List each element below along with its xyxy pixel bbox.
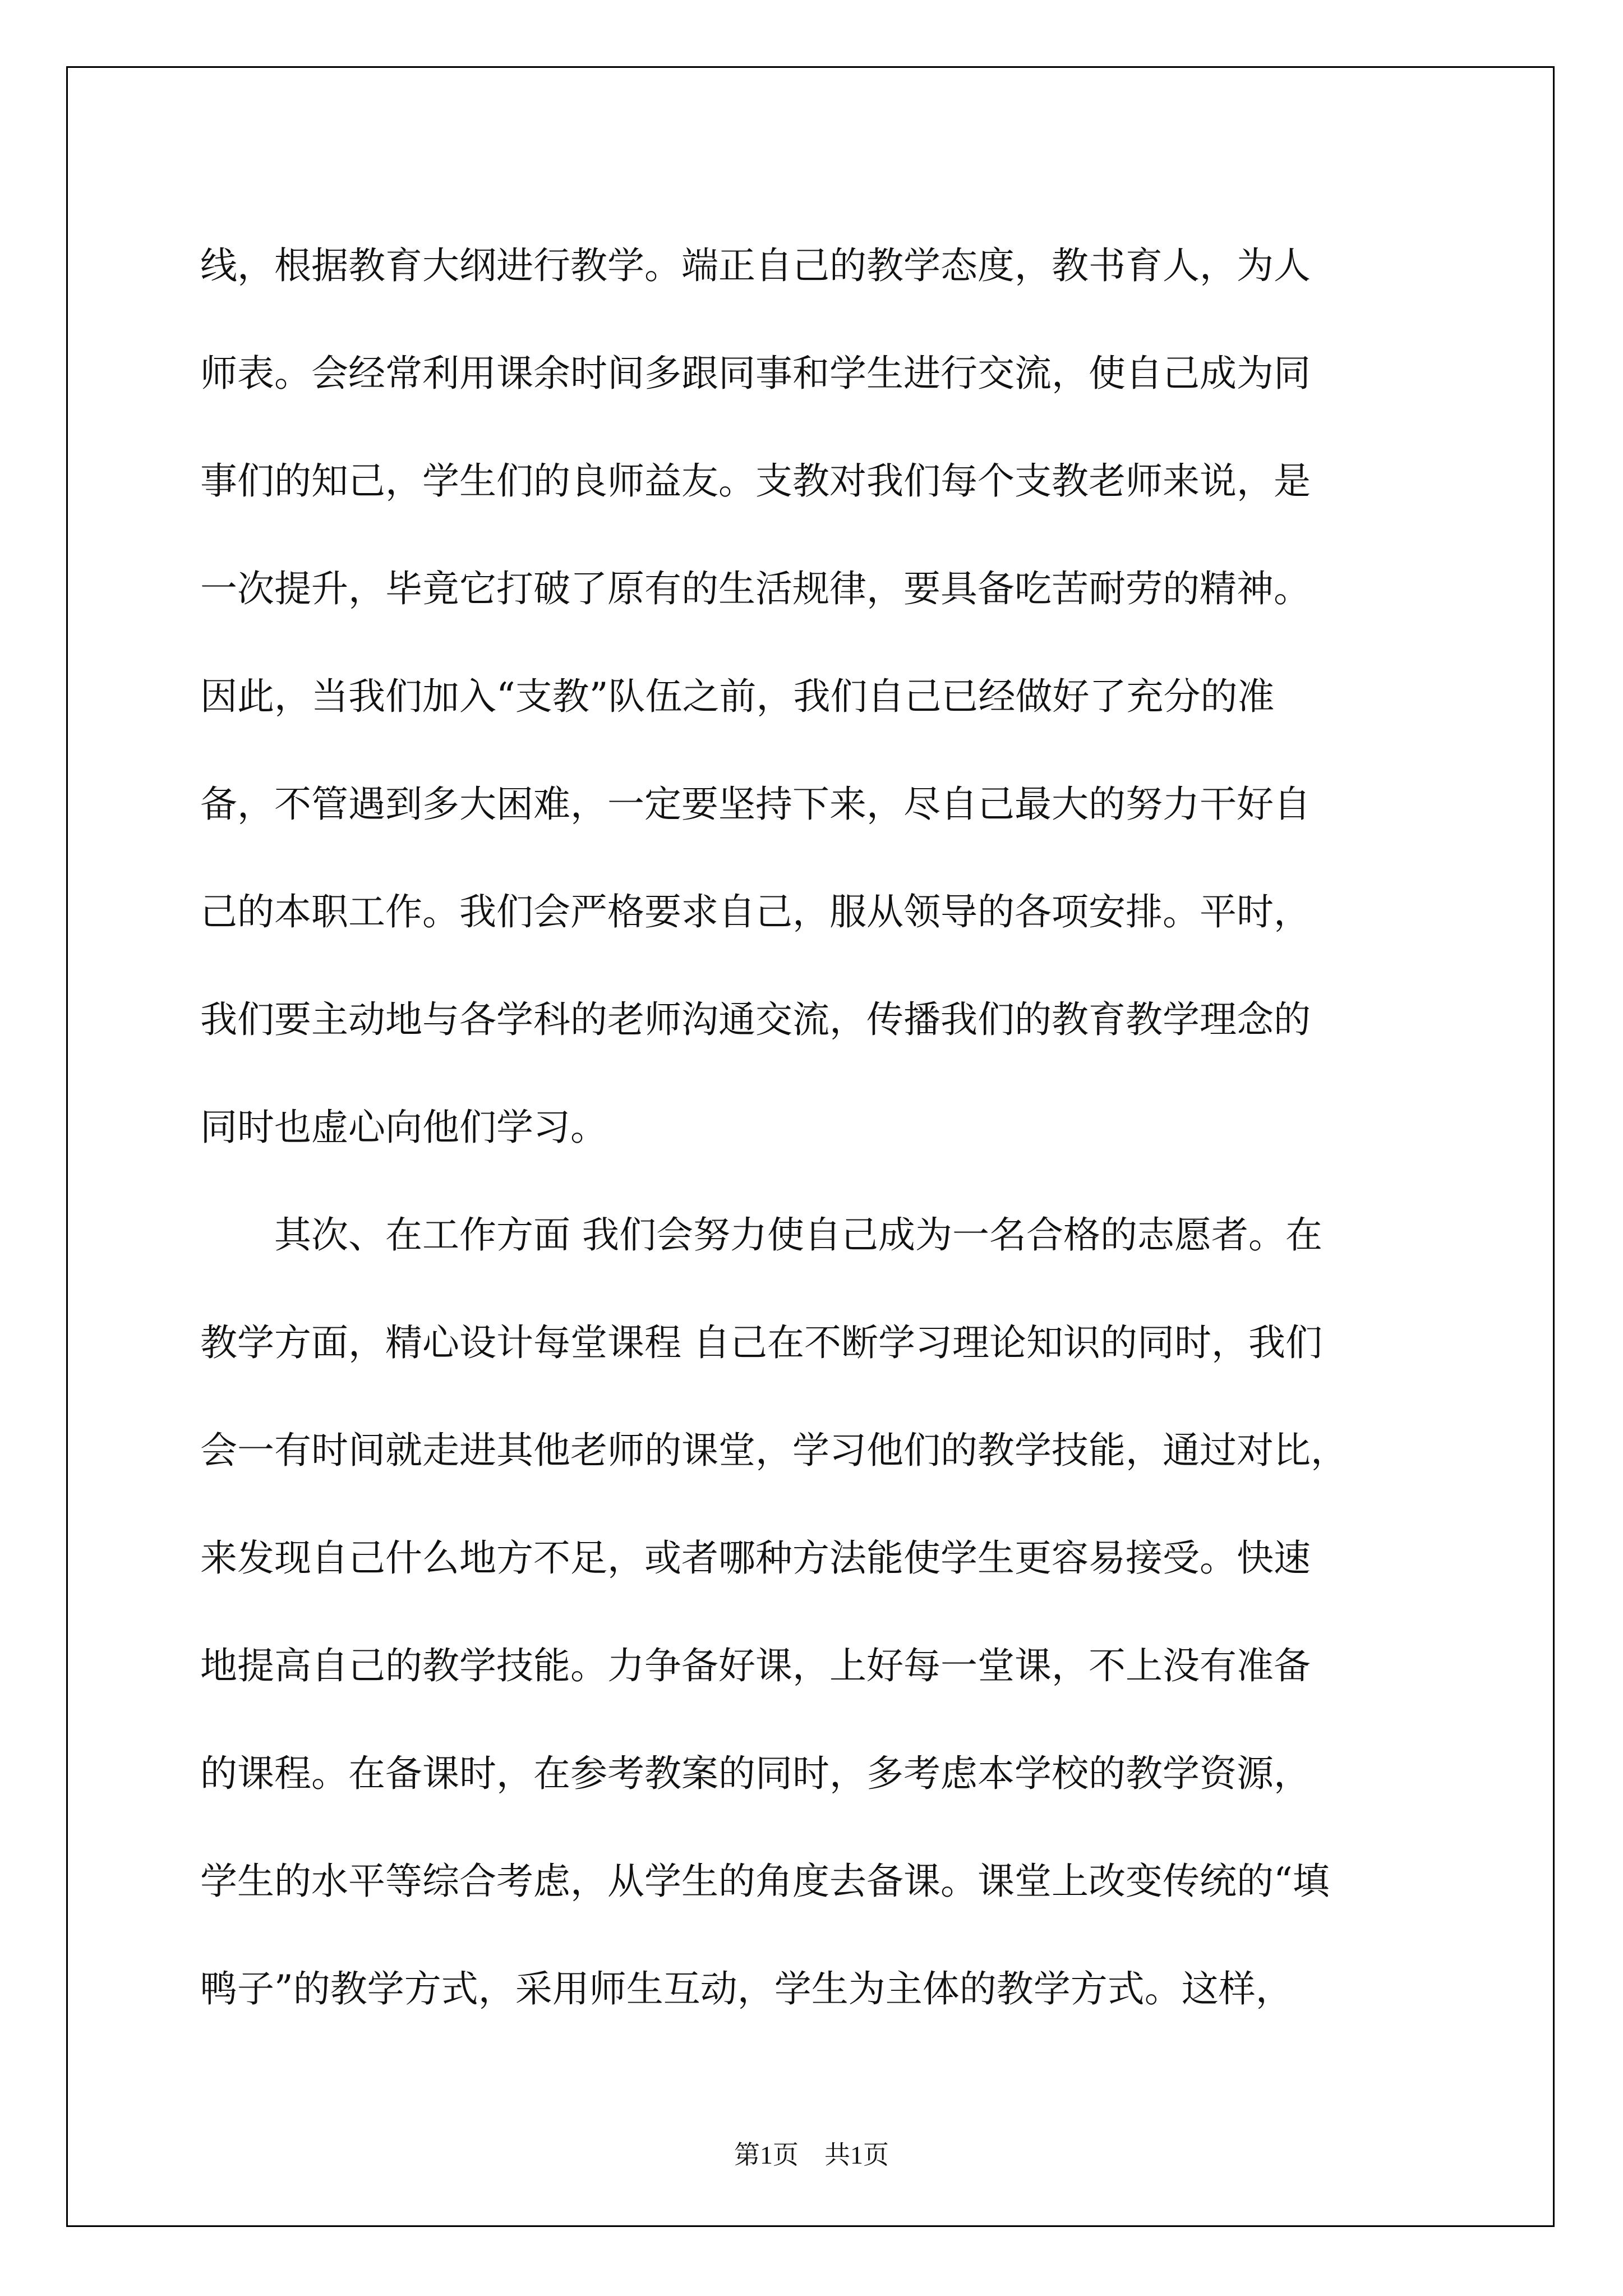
document-body [200, 212, 1468, 2043]
text-line: 备，不管遇到多大困难，一定要坚持下来，尽自己最大的努力干好自 [200, 783, 1311, 826]
text-line: 一次提升，毕竟它打破了原有的生活规律，要具备吃苦耐劳的精神。 [200, 567, 1311, 610]
text-line: 其次、在工作方面 我们会努力使自己成为一名合格的志愿者。在 [200, 1213, 1322, 1257]
text-line: 教学方面，精心设计每堂课程 自己在不断学习理论知识的同时，我们 [200, 1321, 1322, 1364]
text-line: 来发现自己什么地方不足，或者哪种方法能使学生更容易接受。快速 [200, 1536, 1311, 1580]
text-line: 我们要主动地与各学科的老师沟通交流，传播我们的教育教学理念的 [200, 998, 1311, 1041]
text-line: 因此，当我们加入“支教”队伍之前，我们自己已经做好了充分的准 [200, 675, 1275, 718]
text-line: 师表。会经常利用课余时间多跟同事和学生进行交流，使自己成为同 [200, 352, 1311, 395]
text-line: 己的本职工作。我们会严格要求自己，服从领导的各项安排。平时， [200, 890, 1311, 933]
text-line: 事们的知己，学生们的良师益友。支教对我们每个支教老师来说，是 [200, 459, 1311, 503]
page-footer: 第1页 共1页 [734, 2141, 889, 2169]
text-line: 会一有时间就走进其他老师的课堂，学习他们的教学技能，通过对比， [200, 1429, 1348, 1472]
text-line: 的课程。在备课时，在参考教案的同时，多考虑本学校的教学资源， [200, 1752, 1311, 1795]
text-line: 学生的水平等综合考虑，从学生的角度去备课。课堂上改变传统的“填 [200, 1860, 1330, 1903]
text-line: 地提高自己的教学技能。力争备好课，上好每一堂课，不上没有准备 [200, 1644, 1311, 1687]
text-line: 同时也虚心向他们学习。 [200, 1106, 607, 1149]
text-line: 线，根据教育大纲进行教学。端正自己的教学态度，教书育人，为人 [200, 244, 1311, 287]
text-line: 鸭子”的教学方式，采用师生互动，学生为主体的教学方式。这样， [200, 1967, 1293, 2010]
